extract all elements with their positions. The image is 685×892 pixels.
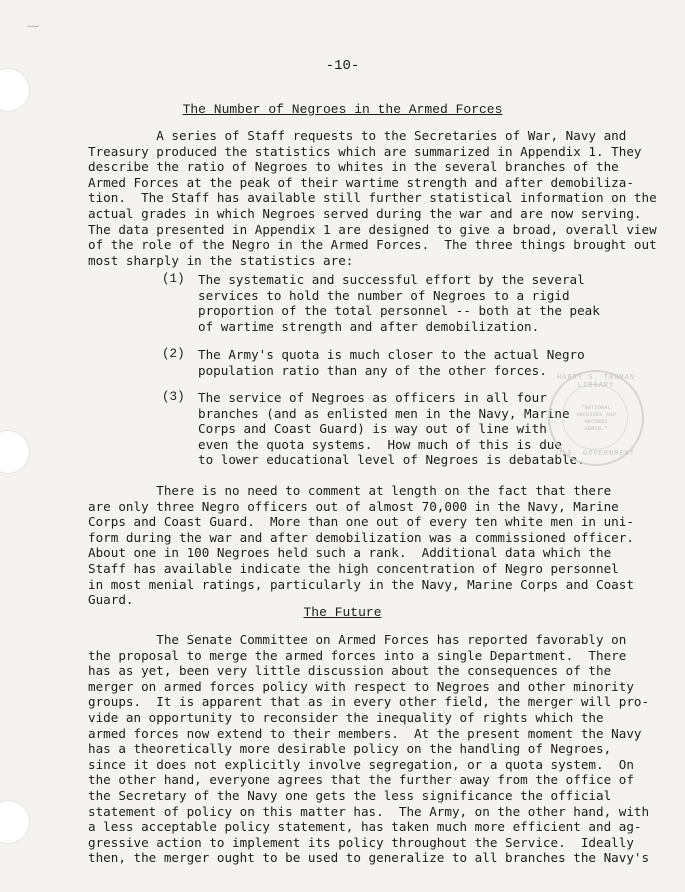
section-heading-the-future: The Future (303, 605, 382, 620)
section-heading-number-of-negroes: The Number of Negroes in the Armed Forces (182, 102, 503, 117)
stamp-bottom-text: U.S. GOVERNMENT (556, 450, 635, 458)
list-item-number: (3) (162, 390, 185, 404)
page-number: -10- (325, 58, 360, 74)
punch-hole (0, 800, 30, 844)
list-item-number: (2) (162, 347, 185, 361)
list-item-text: The Army's quota is much closer to the actual Negro population ratio than any of the other forces. (198, 347, 585, 378)
punch-hole (0, 430, 30, 474)
list-item-text: The systematic and successful effort by the several services to hold the number of Negroes to a rigid proportion of the total personnel -- both at the peak of wartime strength and after demobilization. (198, 272, 600, 334)
list-item-text: The service of Negroes as officers in all four branches (and as enlisted men in the Navy, Marine Corps and Coast Guard) is way out of line with even the quota systems. How much of this is due to lower educational level of Negroes is debatable. (198, 390, 585, 468)
scan-speck: ‿‿ (28, 18, 39, 28)
stamp-top-text: HARRY S. TRUMAN LIBRARY (556, 374, 635, 390)
officers-paragraph: There is no need to comment at length on the fact that there are only three Negro officers out of almost 70,000 in the Navy, Marine Corps and Coast Guard. More than one out of every ten white men in uni- form during the war and after demobilization was a commissioned officer. About one in 100 Negroes held such a rank. Additional data which the Staff has available indicate the high concentration of Negro personnel in most menial ratings, particularly in the Navy, Marine Corps and Coast Guard. (88, 483, 634, 608)
future-paragraph: The Senate Committee on Armed Forces has reported favorably on the proposal to merge the armed forces into a single Department. There has as yet, been very little discussion about the consequences of the merger on armed forces policy with respect to Negroes and other minority groups. It is apparent that as in every other field, the merger will pro- vide an opportunity to reconsider the inequality of rights which the armed forces now extend to their members. At the present moment the Navy has a theoretically more desirable policy on the handling of Negroes, since it does not explicitly involve segregation, or a quota system. On the other hand, everyone agrees that the further away from the office of the Secretary of the Navy one gets the less significance the official statement of policy on this matter has. The Army, on the other hand, with a less acceptable policy statement, has taken much more efficient and ag- gressive action to implement its policy throughout the Service. Ideally then, the merger ought to be used to generalize to all branches the Navy's (88, 632, 650, 866)
archive-stamp (548, 370, 644, 466)
intro-paragraph: A series of Staff requests to the Secretaries of War, Navy and Treasury produced the statistics which are summarized in Appendix 1. They describe the ratio of Negroes to whites in the several branches of the Armed Forces at the peak of their wartime strength and after demobiliza- tion. The Staff has available still further statistical information on the actual grades in which Negroes served during the war and are now serving. The data presented in Appendix 1 are designed to give a broad, overall view of the role of the Negro in the Armed Forces. The three things brought out most sharply in the statistics are: (88, 128, 657, 268)
stamp-center-text: "NATIONAL ARCHIVES AND RECORDS ADMIN." (576, 404, 616, 432)
list-item-number: (1) (162, 272, 185, 286)
